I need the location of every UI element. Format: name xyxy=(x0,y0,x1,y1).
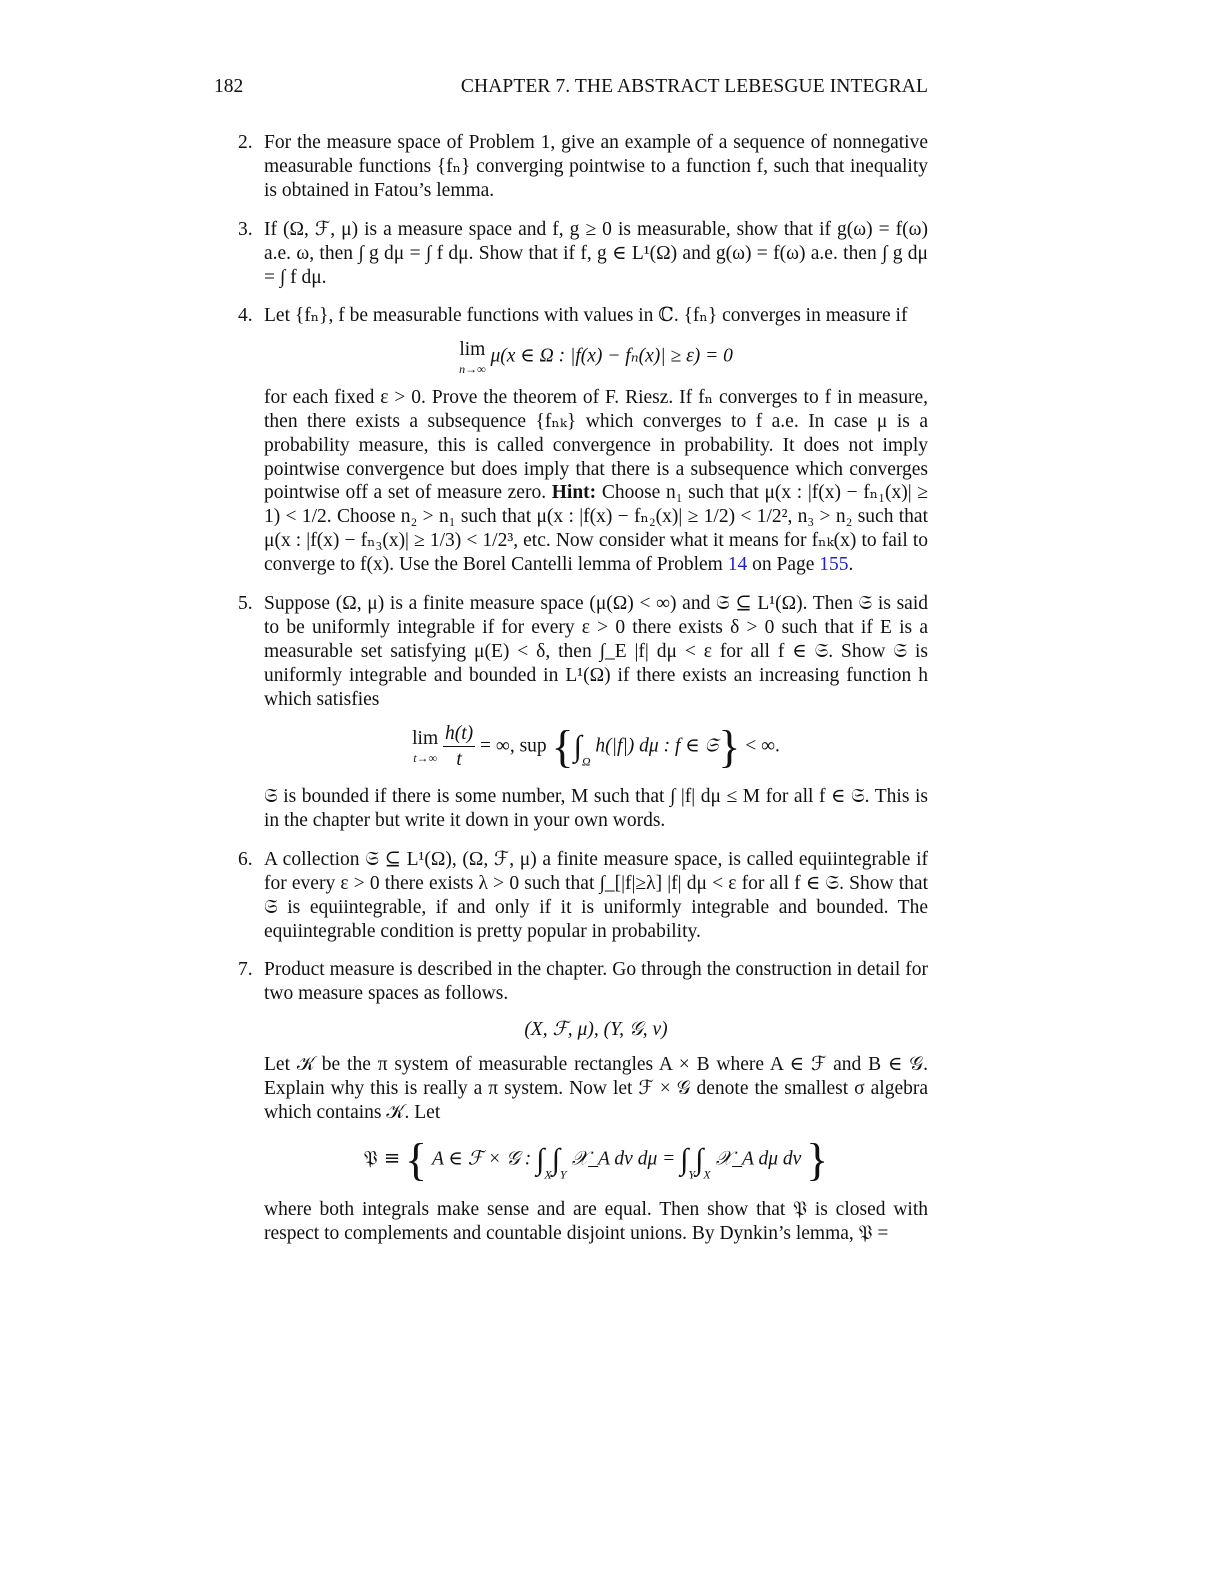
page-header xyxy=(214,76,928,102)
integrand: h(|f|) dμ : f ∈ 𝔖 xyxy=(595,735,719,757)
problem-text: 𝔖 is bounded if there is some number, M such that ∫ |f| dμ ≤ M for all f ∈ 𝔖. This is in the chapter but write it down in your own words. xyxy=(264,786,928,831)
equation-end: < ∞. xyxy=(745,735,780,757)
left-brace: { xyxy=(405,1133,428,1185)
integral-sign: ∫ xyxy=(680,1142,689,1176)
problem-text: For the measure space of Problem 1, give an example of a sequence of nonnegative measurable functions {fₙ} converging pointwise to a function f, such that inequality is obtained in Fatou’s lemma. xyxy=(264,132,928,201)
problem-text: where both integrals make sense and are equal. Then show that 𝔓 is closed with respect to complements and countable disjoint unions. By Dynkin’s lemma, 𝔓 = xyxy=(264,1199,928,1245)
integral-sign: ∫ xyxy=(536,1142,545,1176)
integral-domain: X xyxy=(544,1167,552,1182)
display-equation xyxy=(264,340,928,375)
integral-domain: X xyxy=(703,1167,711,1182)
equation-middle: = ∞, sup xyxy=(480,735,547,757)
chapter-title: CHAPTER 7. THE ABSTRACT LEBESGUE INTEGRAL xyxy=(460,76,928,97)
problem-list xyxy=(238,131,928,1261)
page-number: 182 xyxy=(214,76,244,97)
integral-sign: ∫ xyxy=(695,1142,704,1176)
integral-domain: Ω xyxy=(581,754,591,769)
problem-6 xyxy=(238,848,928,944)
problem-number: 5. xyxy=(238,593,253,615)
problem-3 xyxy=(238,218,928,290)
problem-text: Let 𝒦 be the π system of measurable rectangles A × B where A ∈ ℱ and B ∈ 𝒢. Explain why this is really a π system. Now let ℱ × 𝒢 denote the smallest σ algebra which contains 𝒦. Let xyxy=(264,1054,928,1123)
integral-sign: ∫ xyxy=(551,1142,560,1176)
problem-body: for each fixed ε > 0. Prove the theorem of F. Riesz. If fₙ converges to f in measure, then there exists a subsequence {fₙₖ} which converges to f a.e. In case μ is a probability measure, this is called convergence in probability. It does not imply pointwise convergence but does imply that there is a subsequence which converges pointwise off a set of measure zero. xyxy=(264,386,928,504)
problem-7 xyxy=(238,958,928,1246)
problem-number: 3. xyxy=(238,218,253,240)
problem-number: 6. xyxy=(238,848,253,870)
display-equation xyxy=(264,720,928,774)
problem-2 xyxy=(238,131,928,203)
problem-text: Suppose (Ω, μ) is a finite measure space (μ(Ω) < ∞) and 𝔖 ⊆ L¹(Ω). Then 𝔖 is said to be uniformly integrable if for every ε > 0 there exists δ > 0 such that if E is a measurable set satisfying μ(E) < δ, then ∫_E |f| dμ < ε for all f ∈ 𝔖. Show 𝔖 is uniformly integrable and bounded in L¹(Ω) if there exists an increasing function h which satisfies xyxy=(264,593,928,710)
limit-operator: lim n→∞ xyxy=(459,339,486,376)
set-condition: A ∈ ℱ × 𝒢 : xyxy=(432,1148,532,1170)
problem-number: 7. xyxy=(238,959,253,981)
problem-5 xyxy=(238,592,928,833)
right-brace: } xyxy=(806,1133,829,1185)
left-integrand: 𝒳_A dν dμ = xyxy=(571,1148,676,1170)
integral-domain: Y xyxy=(688,1167,696,1182)
problem-text: Product measure is described in the chapter. Go through the construction in detail for two measure spaces as follows. xyxy=(264,959,928,1005)
limit-operator: lim t→∞ xyxy=(412,728,439,765)
problem-4 xyxy=(238,304,928,577)
problem-number: 2. xyxy=(238,132,253,153)
hint-label: Hint: xyxy=(551,482,597,504)
limit-subscript: n→∞ xyxy=(459,361,486,376)
equation-body: μ(x ∈ Ω : |f(x) − fₙ(x)| ≥ ε) = 0 xyxy=(490,346,733,368)
problem-text: Let {fₙ}, f be measurable functions with values in ℂ. {fₙ} converges in measure if xyxy=(264,305,908,327)
right-integrand: 𝒳_A dμ dν xyxy=(715,1148,802,1170)
integral-sign: ∫ xyxy=(573,729,582,763)
problem-reference-link[interactable]: 14 xyxy=(727,554,748,576)
display-equation xyxy=(264,1133,928,1187)
page-reference-link[interactable]: 155 xyxy=(819,554,849,576)
reference-middle: on Page xyxy=(752,554,815,576)
integral-domain: Y xyxy=(559,1167,567,1182)
problem-text: A collection 𝔖 ⊆ L¹(Ω), (Ω, ℱ, μ) a finite measure space, is called equiintegrable if for every ε > 0 there exists λ > 0 such that ∫_[|f|≥λ] |f| dμ < ε for all f ∈ 𝔖. Show that 𝔖 is equiintegrable, if and only if it is uniformly integrable and bounded. The equiintegrable condition is pretty popular in probability. xyxy=(264,848,928,942)
left-brace: { xyxy=(551,720,574,772)
problem-text: for each fixed ε > 0. Prove the theorem of F. Riesz. If fₙ converges to f in measure, then there exists a subsequence {fₙₖ} which converges to f a.e. In case μ is a probability measure, this is called convergence in probability. It does not imply pointwise convergence but does imply that there is a subsequence which converges pointwise off a set of measure zero. Hint: Choose n₁ such that μ(x : |f(x) − fₙ₁(x)| ≥ 1) < 1/2. Choose n₂ > n₁ such that μ(x : |f(x) − fₙ₂(x)| ≥ 1/2) < 1/2², n₃ > n₂ such that μ(x : |f(x) − fₙ₃(x)| ≥ 1/3) < 1/2³, etc. Now consider what it means for fₙₖ(x) to fail to converge to f(x). Use the Borel Cantelli lemma of Problem 14 on Page 155. xyxy=(264,386,929,576)
hint-text: Choose n₁ such that μ(x : |f(x) − fₙ₁(x)| ≥ 1) < 1/2. Choose n₂ > n₁ such that μ(x : |f(x) − fₙ₂(x)| ≥ 1/2) < 1/2², n₃ > n₂ such that μ(x : |f(x) − fₙ₃(x)| ≥ 1/3) < 1/2³, etc. Now consider what it means for fₙₖ(x) to fail to converge to f(x). Use the Borel Cantelli lemma of Problem xyxy=(264,482,929,576)
fraction-denominator: t xyxy=(456,749,462,771)
right-brace: } xyxy=(718,720,741,772)
problem-number: 4. xyxy=(238,305,253,327)
set-name: 𝔓 ≡ xyxy=(363,1146,401,1170)
display-equation: (X, ℱ, μ), (Y, 𝒢, ν) xyxy=(524,1019,668,1041)
fraction xyxy=(443,724,475,770)
problem-text: If (Ω, ℱ, μ) is a measure space and f, g ≥ 0 is measurable, show that if g(ω) = f(ω) a.e. ω, then ∫ g dμ = ∫ f dμ. Show that if f, g ∈ L¹(Ω) and g(ω) = f(ω) a.e. then ∫ g dμ = ∫ f dμ. xyxy=(264,218,928,288)
fraction-numerator: h(t) xyxy=(443,724,475,748)
limit-subscript: t→∞ xyxy=(413,750,438,765)
